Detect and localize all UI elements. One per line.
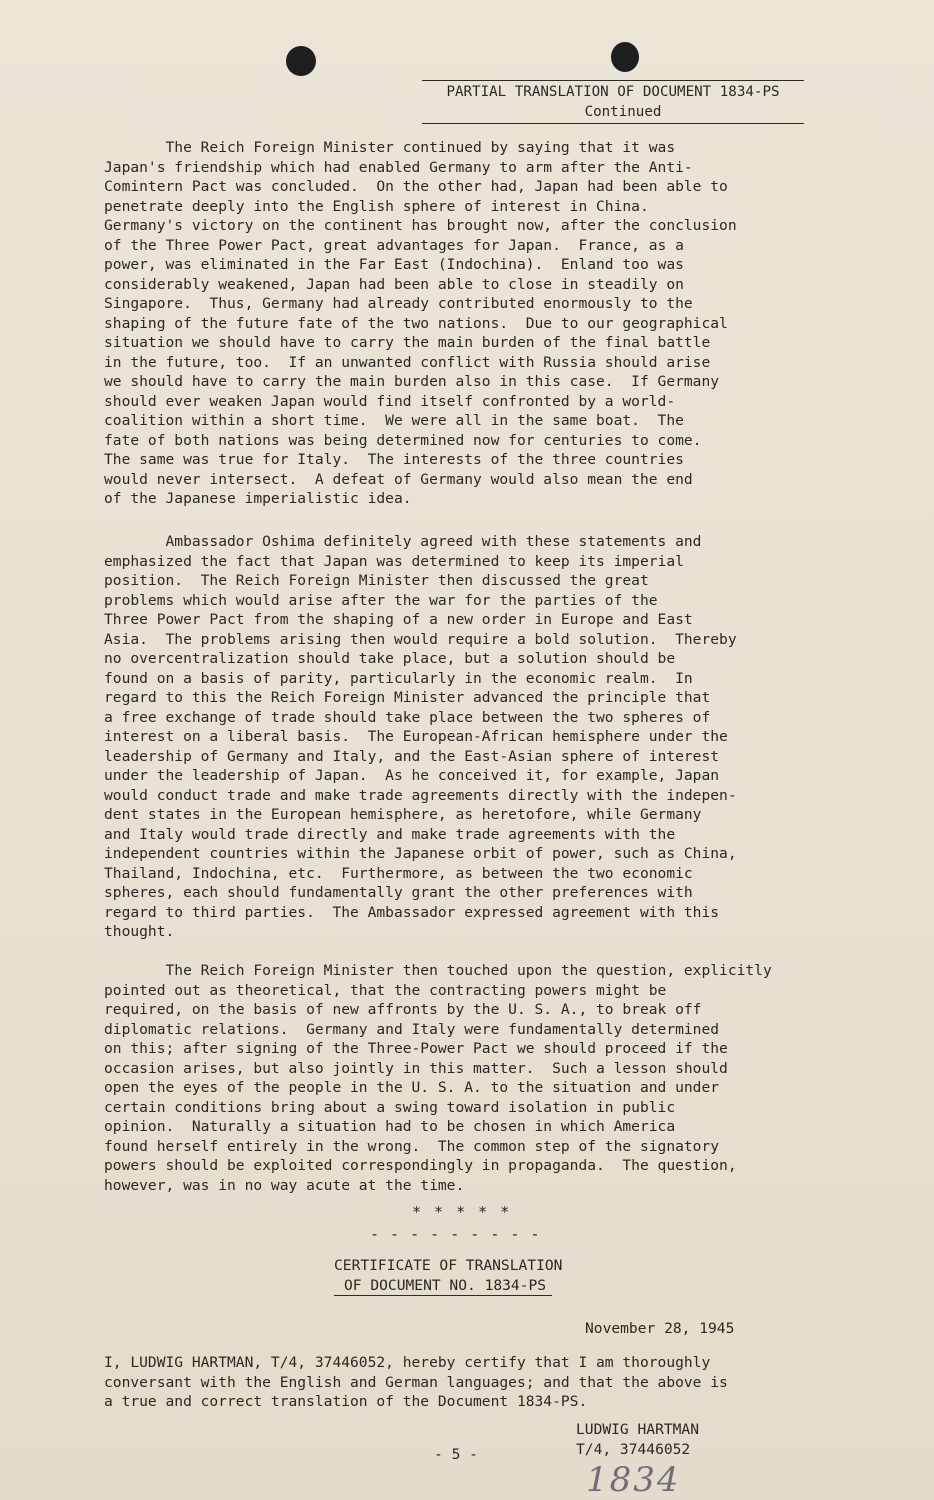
punch-hole-left bbox=[286, 46, 316, 76]
certificate-statement: I, LUDWIG HARTMAN, T/4, 37446052, hereby certify that I am thoroughly conversant with the English and German languages; and that the above is a true and correct translation of the Document 1834-PS. bbox=[104, 1354, 728, 1410]
certificate-document-number: OF DOCUMENT NO. 1834-PS bbox=[334, 1276, 552, 1297]
separator-dashes: - - - - - - - - - bbox=[370, 1225, 541, 1243]
signature-id: T/4, 37446052 bbox=[576, 1441, 691, 1458]
document-header bbox=[422, 80, 804, 124]
paragraph-1: The Reich Foreign Minister continued by saying that it was Japan's friendship which had enabled Germany to arm after the Anti- Comintern Pact was concluded. On the other had, Japan had been able to penetrate deeply into the English sphere of interest in China. Germany's victory on the continent has brought now, after the conclusion of the Three Power Pact, great advantages for Japan. France, as a power, was eliminated in the Far East (Indochina). Enland too was considerably weakened, Japan had been able to close in steadily on Singapore. Thus, Germany had already contributed enormously to the shaping of the future fate of the two nations. Due to our geographical situation we should have to carry the main burden of the final battle in the future, too. If an unwanted conflict with Russia should arise we should have to carry the main burden also in this case. If Germany should ever weaken Japan would find itself confronted by a world- coalition within a short time. We were all in the same boat. The fate of both nations was being determined now for centuries to come. The same was true for Italy. The interests of the three countries would never intersect. A defeat of Germany would also mean the end of the Japanese imperialistic idea. bbox=[104, 139, 737, 507]
signature-name: LUDWIG HARTMAN bbox=[576, 1421, 700, 1438]
document-title: PARTIAL TRANSLATION OF DOCUMENT 1834-PS bbox=[422, 80, 804, 102]
paragraph-2: Ambassador Oshima definitely agreed with these statements and emphasized the fact that Japan was determined to keep its imperial position. The Reich Foreign Minister then discussed the great problems which would arise after the war for the parties of the Three Power Pact from the shaping of a new order in Europe and East Asia. The problems arising then would require a bold solution. Thereby no overcentralization should take place, but a solution should be found on a basis of parity, particularly in the economic realm. In regard to this the Reich Foreign Minister advanced the principle that a free exchange of trade should take place between the two spheres of interest on a liberal basis. The European-African hemisphere under the leadership of Germany and Italy, and the East-Asian sphere of interest under the leadership of Japan. As he conceived it, for example, Japan would conduct trade and make trade agreements directly with the indepen- dent states in the European hemisphere, as heretofore, while Germany and Italy would trade directly and make trade agreements with the independent countries within the Japanese orbit of power, such as China, Thailand, Indochina, etc. Furthermore, as between the two economic spheres, each should fundamentally grant the other preferences with regard to third parties. The Ambassador expressed agreement with this thought. bbox=[104, 533, 737, 940]
document-subtitle: Continued bbox=[422, 102, 804, 124]
separator-stars: * * * * * bbox=[412, 1203, 512, 1221]
handwritten-document-number: 1834 bbox=[586, 1460, 681, 1500]
punch-hole-right bbox=[611, 42, 639, 72]
certificate-title: CERTIFICATE OF TRANSLATION bbox=[334, 1257, 563, 1274]
certificate-date: November 28, 1945 bbox=[585, 1320, 735, 1337]
page-number: - 5 - bbox=[434, 1446, 478, 1463]
certificate-heading bbox=[334, 1256, 594, 1296]
signature-block bbox=[576, 1420, 699, 1460]
paragraph-3: The Reich Foreign Minister then touched upon the question, explicitly pointed out as theoretical, that the contracting powers might be required, on the basis of new affronts by the U. S. A., to break off diplomatic relations. Germany and Italy were fundamentally determined on this; after signing of the Three-Power Pact we should proceed if the occasion arises, but also jointly in this matter. Such a lesson should open the eyes of the people in the U. S. A. to the situation and under certain conditions bring about a swing toward isolation in public opinion. Naturally a situation had to be chosen in which America found herself entirely in the wrong. The common step of the signatory powers should be exploited correspondingly in propaganda. The question, however, was in no way acute at the time. bbox=[104, 962, 772, 1194]
